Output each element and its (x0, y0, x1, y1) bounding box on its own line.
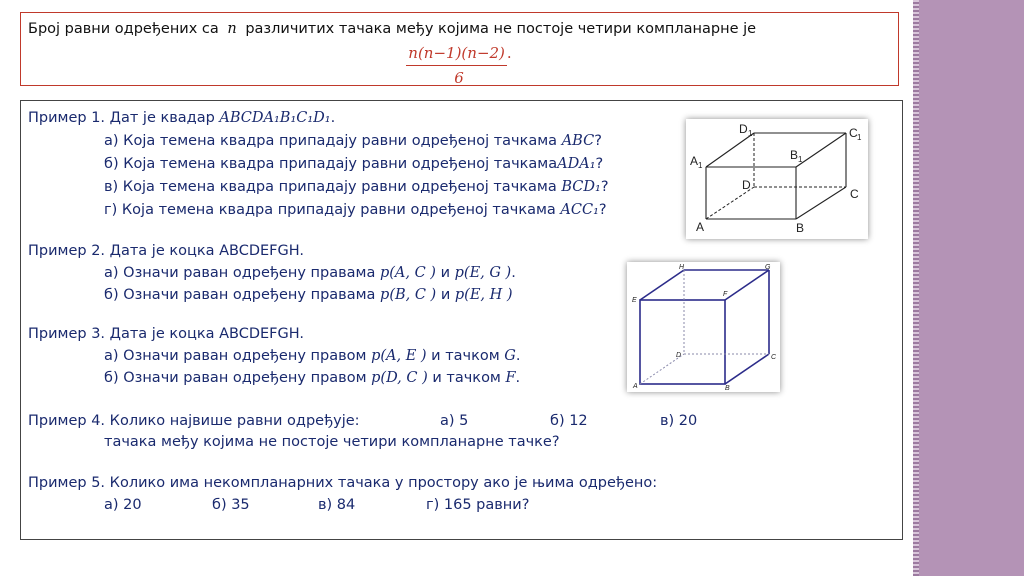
fraction-period: . (506, 44, 512, 62)
ex1-c-q: ? (600, 179, 609, 195)
ex5-question: Пример 5. Колико има некомпланарних тачака у простору ако је њима одређено: (28, 475, 658, 491)
ex2-a-end: . (511, 265, 516, 281)
label-A1-sub: 1 (698, 161, 703, 170)
ex1-item-d (104, 202, 607, 218)
label-C1-sub: 1 (857, 133, 862, 142)
label-A: A (633, 383, 638, 390)
ex4-option-a: а) 5 (440, 413, 469, 429)
ex3-b-end: . (515, 370, 521, 386)
ex3-title: Пример 3. Дата је коцка ABCDEFGH. (28, 326, 305, 342)
label-F: F (723, 291, 728, 298)
label-B1: B (790, 148, 799, 162)
ex4-question-cont: тачака међу којима не постоје четири компланарне тачке? (104, 434, 560, 450)
sidebar-stripes (913, 0, 919, 576)
ex1-b-q: ? (595, 156, 604, 172)
ex1-a-text: а) Која темена квадра припадају равни одређеној тачкама (104, 133, 558, 149)
n-variable: n (227, 21, 237, 37)
cube-drawing (627, 262, 780, 392)
label-H: H (679, 264, 685, 271)
ex2-a-and: и (440, 265, 451, 281)
statement-text-post: различитих тачака међу којима не постоје четири компланарне је (245, 21, 757, 37)
fraction-denominator: 6 (454, 69, 464, 87)
ex2-b-line1: p(B, C ) (380, 287, 437, 303)
ex2-item-b (104, 287, 513, 303)
label-C: C (771, 354, 777, 361)
ex3-b-text: б) Означи раван одређену правом (104, 370, 367, 386)
cuboid-drawing (686, 119, 868, 239)
ex1-a-math: ABC (561, 133, 595, 149)
ex5-option-d: г) 165 равни? (426, 497, 530, 513)
ex5-option-b: б) 35 (212, 497, 250, 513)
ex1-title-math: ABCDA₁B₁C₁D₁ (219, 110, 331, 126)
ex1-title-end: . (330, 110, 336, 126)
ex5-option-c: в) 84 (318, 497, 356, 513)
label-D: D (676, 352, 682, 359)
formula-statement (28, 21, 756, 37)
statement-text-pre: Број равни одређених са (28, 21, 219, 37)
ex3-a-and: и тачком (431, 348, 500, 364)
ex1-d-math: ACC₁ (560, 202, 599, 218)
ex2-b-text: б) Означи раван одређену правама (104, 287, 376, 303)
ex2-item-a (104, 265, 516, 281)
decorative-sidebar (913, 0, 1024, 576)
ex2-b-line2: p(E, H ) (454, 287, 513, 303)
ex4-question: Пример 4. Колико највише равни одређује: (28, 413, 360, 429)
ex3-item-a (104, 348, 520, 364)
label-C: C (850, 187, 859, 201)
cuboid-figure (686, 119, 868, 239)
ex2-title: Пример 2. Дата је коцка ABCDEFGH. (28, 243, 305, 259)
cube-figure (627, 262, 780, 392)
label-D: D (742, 178, 751, 192)
label-G: G (765, 264, 771, 271)
ex1-d-q: ? (598, 202, 607, 218)
ex3-b-point: F (505, 370, 516, 386)
ex2-a-line1: p(A, C ) (379, 265, 436, 281)
ex3-a-end: . (515, 348, 521, 364)
fraction-numerator: n(n−1)(n−2) (406, 44, 507, 66)
ex3-a-text: а) Означи раван одређену правом (104, 348, 367, 364)
label-B: B (796, 221, 805, 235)
ex1-c-text: в) Која темена квадра припадају равни одређеној тачкама (104, 179, 557, 195)
ex2-b-and: и (440, 287, 451, 303)
label-C1: C (849, 126, 858, 140)
ex3-a-point: G (504, 348, 516, 364)
ex4-option-b: б) 12 (550, 413, 588, 429)
label-D1-sub: 1 (748, 129, 753, 138)
formula-fraction (398, 44, 520, 87)
ex5-option-a: а) 20 (104, 497, 142, 513)
ex3-b-line: p(D, C ) (371, 370, 428, 386)
ex1-item-a (104, 133, 602, 149)
ex1-d-text: г) Која темена квадра припадају равни одређеној тачкама (104, 202, 556, 218)
ex1-item-c (104, 179, 609, 195)
ex2-a-text: а) Означи раван одређену правама (104, 265, 376, 281)
ex3-b-and: и тачком (432, 370, 501, 386)
label-B1-sub: 1 (798, 155, 803, 164)
ex2-a-line2: p(E, G ) (454, 265, 512, 281)
ex1-item-b (104, 156, 603, 172)
ex1-title-text: Пример 1. Дат је квадар (28, 110, 215, 126)
ex3-item-b (104, 370, 520, 386)
ex4-option-c: в) 20 (660, 413, 698, 429)
ex1-c-math: BCD₁ (561, 179, 601, 195)
label-A: A (696, 220, 705, 234)
ex1-b-text: б) Која темена квадра припадају равни одређеној тачкама (104, 156, 558, 172)
ex1-title (28, 110, 335, 126)
ex1-a-q: ? (594, 133, 602, 149)
label-A1: A (690, 154, 699, 168)
ex3-a-line: p(A, E ) (371, 348, 427, 364)
label-D1: D (739, 122, 748, 136)
ex1-b-math: ADA₁ (557, 156, 596, 172)
label-E: E (632, 297, 637, 304)
label-B: B (725, 385, 730, 392)
